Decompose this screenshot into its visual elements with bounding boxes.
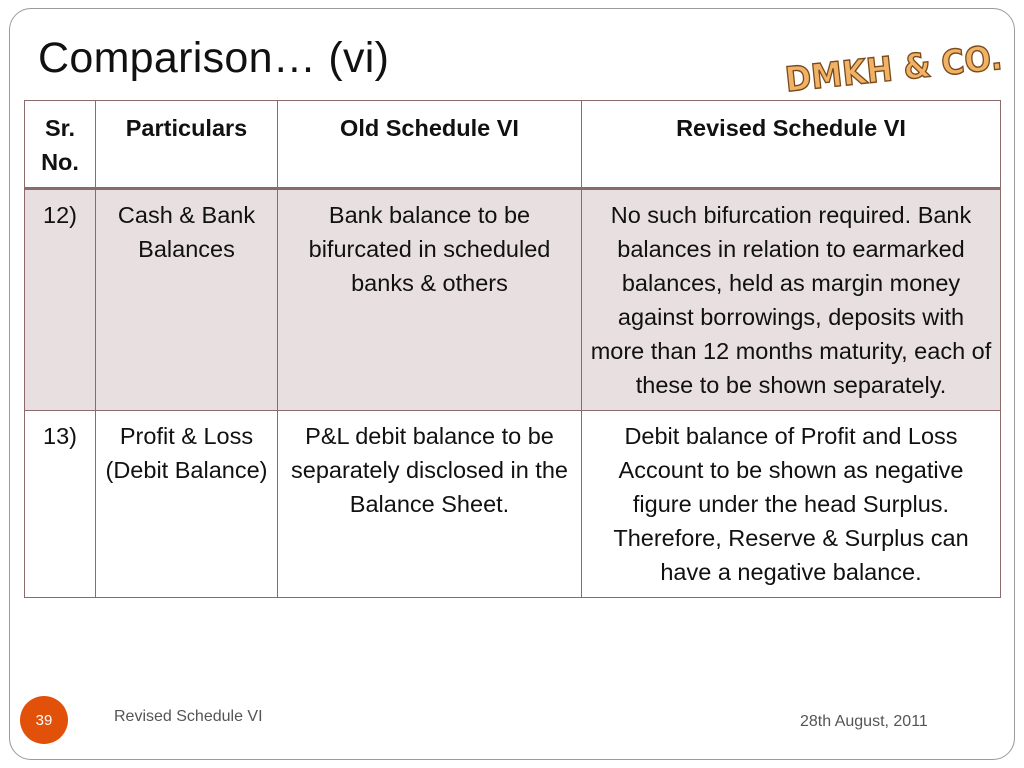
header-old-schedule: Old Schedule VI	[278, 101, 582, 189]
slide-title: Comparison… (vi)	[38, 34, 390, 82]
table-row	[25, 189, 1001, 411]
table-header-row	[25, 101, 1001, 189]
cell-sr-no: 13)	[25, 411, 96, 598]
cell-particulars: Cash & Bank Balances	[96, 189, 278, 411]
header-particulars: Particulars	[96, 101, 278, 189]
cell-particulars: Profit & Loss (Debit Balance)	[96, 411, 278, 598]
page-number-badge	[20, 696, 68, 744]
cell-sr-no: 12)	[25, 189, 96, 411]
header-sr-no: Sr. No.	[25, 101, 96, 189]
footer-date: 28th August, 2011	[800, 713, 928, 730]
logo-text: DMKH & CO.	[783, 35, 1023, 101]
cell-old-schedule: P&L debit balance to be separately disclosed in the Balance Sheet.	[278, 411, 582, 598]
cell-revised-schedule: Debit balance of Profit and Loss Account to be shown as negative figure under the head Surplus. Therefore, Reserve & Surplus can have a negative balance.	[582, 411, 1001, 598]
page-number: 39	[35, 711, 53, 729]
cell-old-schedule: Bank balance to be bifurcated in scheduled banks & others	[278, 189, 582, 411]
cell-revised-schedule: No such bifurcation required. Bank balances in relation to earmarked balances, held as margin money against borrowings, deposits with more than 12 months maturity, each of these to be shown separately.	[582, 189, 1001, 411]
company-logo	[780, 22, 1023, 101]
footer-title: Revised Schedule VI	[114, 708, 263, 725]
table-row	[25, 411, 1001, 598]
comparison-table	[24, 100, 1001, 598]
header-revised-schedule: Revised Schedule VI	[582, 101, 1001, 189]
